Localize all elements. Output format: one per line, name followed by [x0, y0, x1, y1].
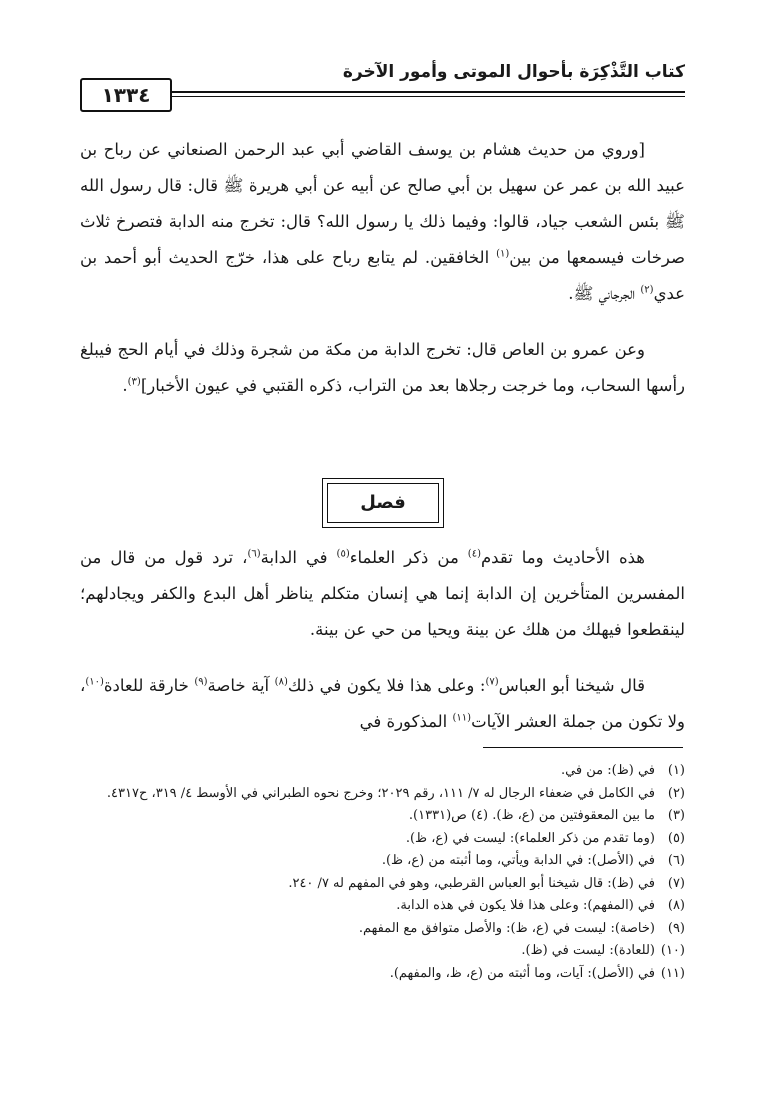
footnote-item: [80, 873, 685, 896]
footnote-number: (١٠): [660, 943, 685, 958]
footnote-number: (١): [667, 763, 685, 778]
footnote-text: في الكامل في ضعفاء الرجال له ٧/ ١١١، رقم ٢٠٢٩؛ وخرج نحوه الطبراني في الأوسط ٤/ ٣١٩، ح٤٣١٧.: [106, 785, 655, 801]
main-text-top: [80, 132, 685, 404]
footnote-text: (وما تقدم من ذكر العلماء): ليست في (ع، ظ).: [405, 830, 655, 846]
text-run: وعن عمرو بن العاص قال: تخرج الدابة من مكة من شجرة وذلك في أيام الحج فيبلغ رأسها السحاب، وما خرجت رجلاها بعد من التراب، ذكره القتبي في عيون الأخبار]: [80, 340, 685, 395]
footnote-text: ما بين المعقوفتين من (ع، ظ). (٤) ص(١٣٣١).: [408, 808, 655, 823]
footnote-number: (٦): [667, 853, 685, 868]
footnote-item: [80, 850, 685, 873]
footnotes: [80, 760, 685, 985]
footnote-marker: (٢): [640, 284, 654, 296]
text-run: الخافقين. لم يتابع رباح على هذا، خرّج الحديث أبو أحمد بن عدي: [80, 248, 685, 303]
text-run: ، ترد قول من قال من المفسرين المتأخرين إن الدابة إنما هي إنسان متكلم يناظر أهل البدع والكفر ويجادلهم؛ لينقطعوا فيهلك من هلك عن بينة ويحيا من حي عن بينة.: [80, 548, 685, 639]
footnote-number: (٩): [667, 920, 685, 936]
footnote-number: (٧): [667, 875, 685, 891]
paragraph: [80, 540, 685, 648]
footnote-item: [80, 805, 685, 828]
footnote-text: في (الأصل): في الدابة ويأتي، وما أثبته من (ع، ظ).: [381, 853, 655, 868]
footnote-item: [80, 940, 685, 963]
footnote-text: في (الأصل): آيات، وما أثبته من (ع، ظ، والمفهم).: [389, 965, 655, 981]
footnote-number: (٥): [667, 830, 685, 846]
paragraph: [80, 332, 685, 404]
text-run: من ذكر العلماء: [349, 548, 468, 567]
footnote-text: في (ظ): قال شيخنا أبو العباس القرطبي، وهو في المفهم له ٧/ ٢٤٠.: [288, 875, 655, 891]
text-run: الجرجاني ﷺ.: [568, 284, 641, 303]
footnote-item: [80, 760, 685, 783]
section-heading-box: [322, 478, 444, 528]
footnote-item: [80, 828, 685, 851]
footnote-item: [80, 783, 685, 806]
footnote-marker: (٦): [247, 548, 261, 560]
footnote-item: [80, 895, 685, 918]
footnote-number: (٣): [667, 808, 685, 823]
footnote-number: (٢): [667, 785, 685, 801]
text-run: قال شيخنا أبو العباس: [498, 676, 645, 695]
footnote-marker: (١٠): [85, 676, 104, 688]
footnote-item: [80, 963, 685, 986]
text-run: هذه الأحاديث وما تقدم: [480, 548, 645, 567]
footnote-number: (١١): [660, 965, 685, 981]
page-header: [80, 58, 685, 106]
footnote-text: في (ظ): من في.: [560, 763, 655, 778]
page-number: ١٣٣٤: [80, 78, 172, 112]
text-run: خارقة للعادة: [103, 676, 195, 695]
text-run: المذكورة في: [359, 712, 453, 731]
text-run: : وعلى هذا فلا يكون في ذلك: [287, 676, 486, 695]
footnote-marker: (١): [496, 248, 510, 260]
footnote-text: (للعادة): ليست في (ظ).: [521, 943, 655, 958]
text-run: .: [122, 376, 128, 395]
footnote-marker: (٨): [274, 676, 288, 688]
footnote-marker: (٤): [467, 548, 481, 560]
main-text-bottom: [80, 540, 685, 740]
text-run: [وروي من حديث هشام بن يوسف القاضي أبي عبد الرحمن الصنعاني عن رباح بن عبيد الله بن عمر عن سهيل بن أبي صالح عن أبيه عن أبي هريرة ﷺ قال: قال رسول الله ﷺ بئس الشعب جياد، قالوا: وفيما ذلك يا رسول الله؟ قال: تخرج منه الدابة فتصرخ ثلاث صرخات فيسمعها من بين: [80, 140, 686, 267]
text-run: ، ولا تكون من جملة العشر الآيات: [80, 676, 685, 731]
paragraph: [80, 132, 685, 312]
text-run: في الدابة: [260, 548, 337, 567]
section-heading: فصل: [327, 483, 439, 523]
footnote-number: (٨): [667, 898, 685, 913]
footnote-text: في (المفهم): وعلى هذا فلا يكون في هذه الدابة.: [396, 898, 655, 913]
text-run: آية خاصة: [207, 676, 275, 695]
footnote-marker: (٩): [194, 676, 208, 688]
running-title: كتاب التَّذْكِرَة بأحوال الموتى وأمور الآخرة: [342, 62, 685, 82]
footnote-marker: (٣): [127, 376, 141, 388]
footnote-text: (خاصة): ليست في (ع، ظ): والأصل متوافق مع المفهم.: [358, 920, 655, 936]
footnote-marker: (٥): [336, 548, 350, 560]
footnote-item: [80, 918, 685, 941]
footnote-separator: [483, 747, 683, 748]
footnote-marker: (٧): [485, 676, 499, 688]
paragraph: [80, 668, 685, 740]
footnote-marker: (١١): [452, 712, 472, 724]
